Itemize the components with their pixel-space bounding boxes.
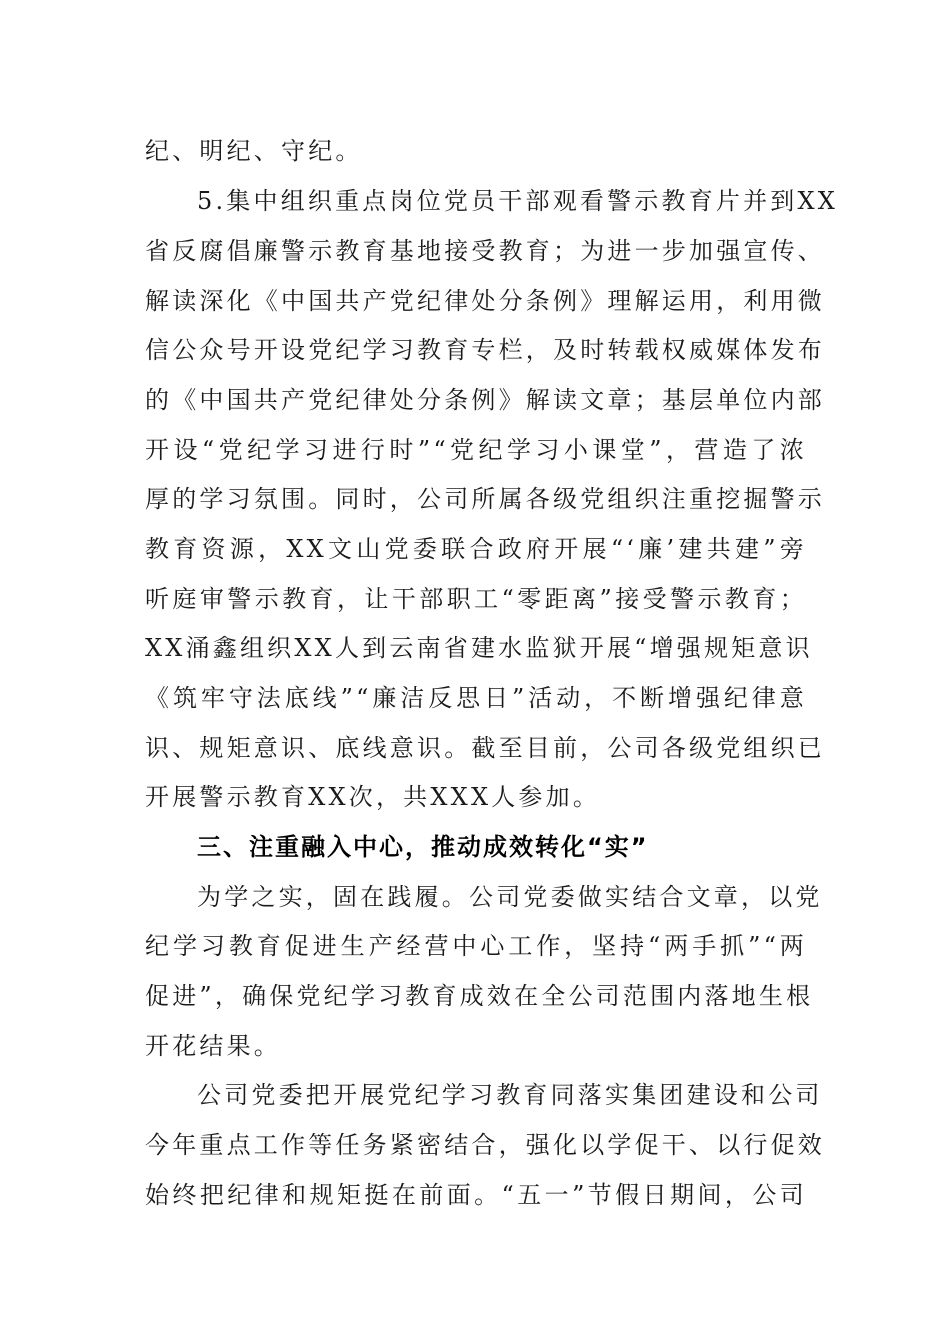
text-line: 开设“党纪学习进行时”“党纪学习小课堂”，营造了浓: [145, 436, 807, 464]
text-line: 厚的学习氛围。同时，公司所属各级党组织注重挖掘警示: [145, 485, 825, 513]
paragraph-5-start: 5.集中组织重点岗位党员干部观看警示教育片并到XX: [197, 187, 839, 215]
text-line: 开花结果。: [145, 1032, 281, 1060]
text-line: 促进”，确保党纪学习教育成效在全公司范围内落地生根: [145, 982, 814, 1010]
text-line: 省反腐倡廉警示教育基地接受教育；为进一步加强宣传、: [145, 237, 825, 265]
section-heading: 三、注重融入中心，推动成效转化“实”: [197, 833, 649, 861]
paragraph-start: 公司党委把开展党纪学习教育同落实集团建设和公司: [197, 1081, 823, 1109]
text-line: 今年重点工作等任务紧密结合，强化以学促干、以行促效: [145, 1131, 825, 1159]
text-line: 开展警示教育XX次，共XXX人参加。: [145, 783, 601, 811]
text-line: 的《中国共产党纪律处分条例》解读文章；基层单位内部: [145, 386, 825, 414]
text-line: 信公众号开设党纪学习教育专栏，及时转载权威媒体发布: [145, 336, 825, 364]
text-line: 教育资源，XX文山党委联合政府开展“‘廉’建共建”旁: [145, 535, 807, 563]
text-line: 解读深化《中国共产党纪律处分条例》理解运用，利用微: [145, 287, 825, 315]
text-line: 纪学习教育促进生产经营中心工作，坚持“两手抓”“两: [145, 932, 807, 960]
text-line: 识、规矩意识、底线意识。截至目前，公司各级党组织已: [145, 734, 825, 762]
text-line: 听庭审警示教育，让干部职工“零距离”接受警示教育；: [145, 585, 807, 613]
text-line: XX涌鑫组织XX人到云南省建水监狱开展“增强规矩意识: [145, 634, 813, 662]
text-line: 始终把纪律和规矩挺在前面。“五一”节假日期间，公司: [145, 1181, 807, 1209]
text-line: 纪、明纪、守纪。: [145, 137, 363, 165]
paragraph-start: 为学之实，固在践履。公司党委做实结合文章，以党: [197, 883, 823, 911]
text-line: 《筑牢守法底线”“廉洁反思日”活动，不断增强纪律意: [145, 684, 807, 712]
